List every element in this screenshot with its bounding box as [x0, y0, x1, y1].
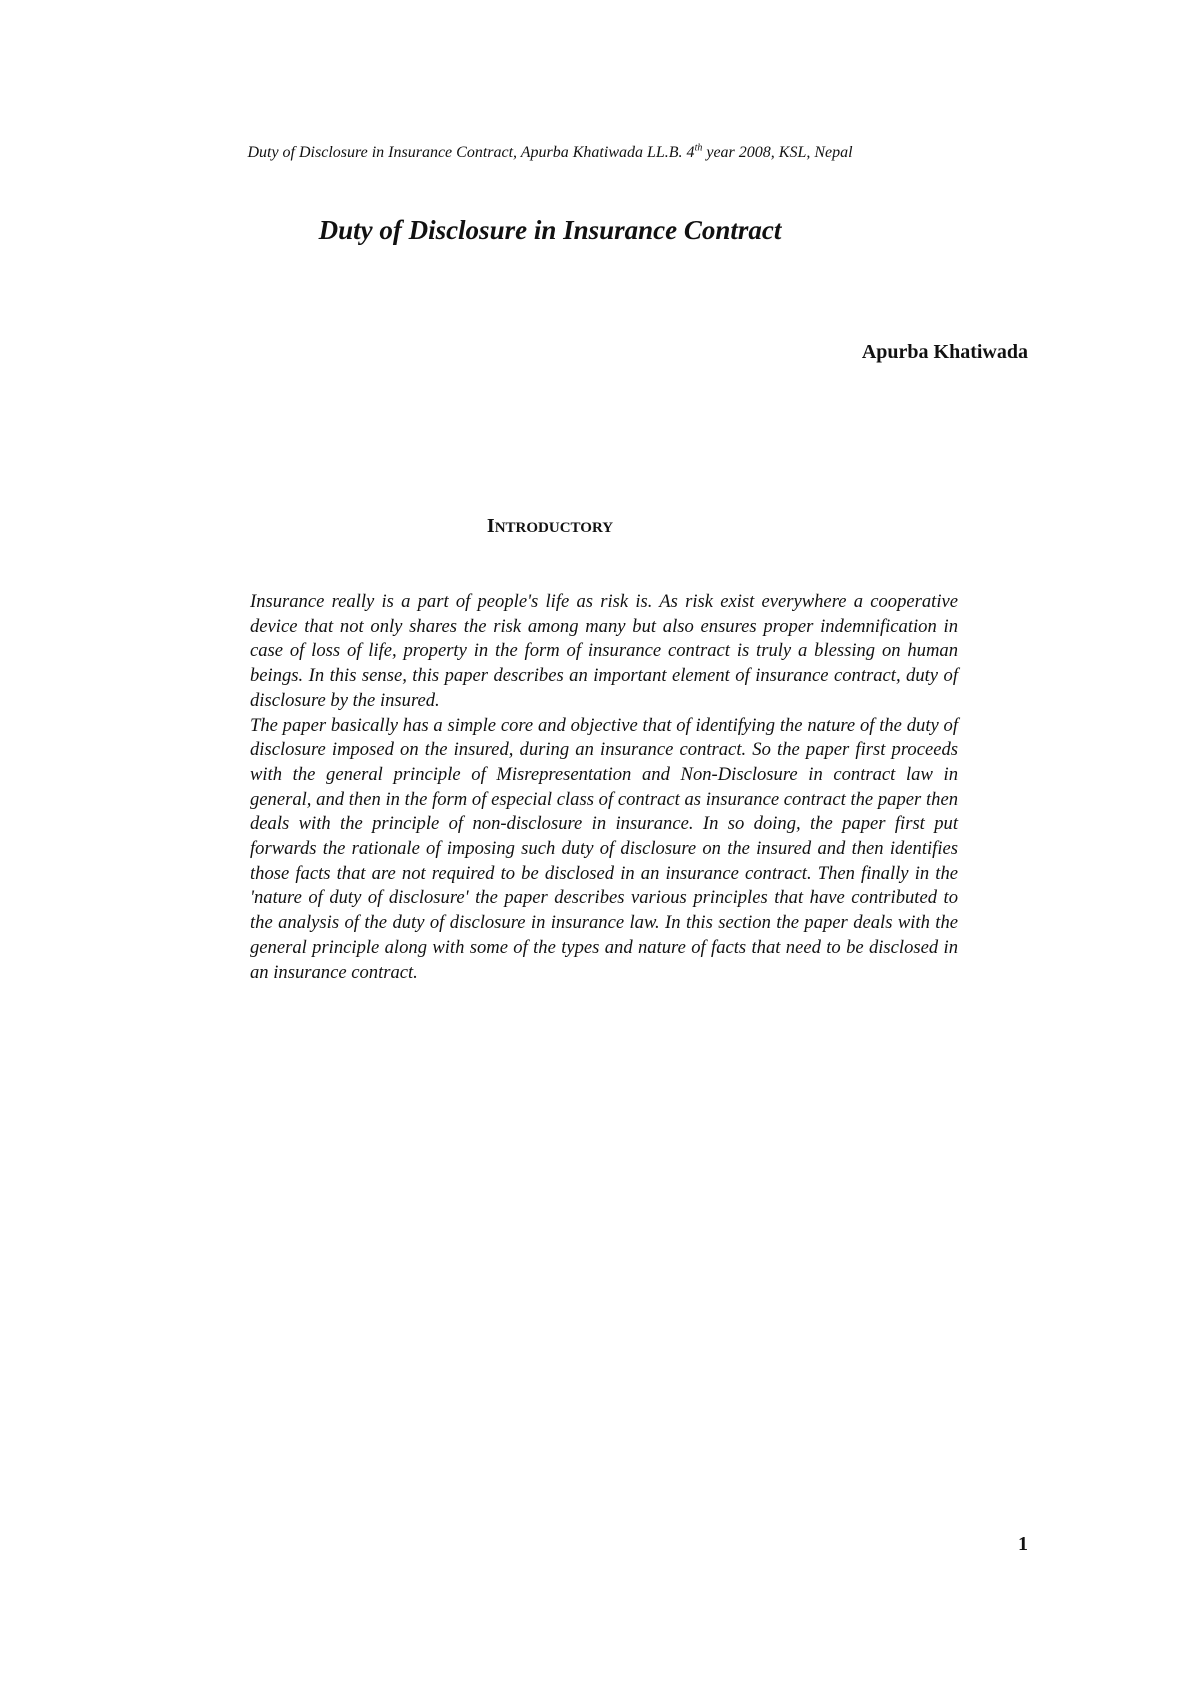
section-heading: [0, 514, 1100, 540]
page-number: 1: [1018, 1533, 1028, 1555]
author-name: Apurba Khatiwada: [861, 341, 1028, 363]
running-header-superscript: th: [694, 142, 703, 154]
abstract-paragraph-1: Insurance really is a part of people's life as risk is. As risk exist everywhere a cooperative device that not only shares the risk among many but also ensures proper indemnification in case of loss of life, property in the form of insurance contract is truly a blessing on human beings. In this sense, this paper describes an important element of insurance contract, duty of disclosure by the insured.: [250, 591, 958, 711]
running-header-text-end: year 2008, KSL, Nepal: [702, 144, 853, 161]
section-heading-rest: NTRODUCTORY: [494, 520, 614, 536]
abstract: [250, 590, 958, 985]
running-header: [0, 143, 1100, 163]
paper-title: Duty of Disclosure in Insurance Contract: [318, 215, 782, 245]
abstract-paragraph-2: The paper basically has a simple core and objective that of identifying the nature of the duty of disclosure imposed on the insured, during an insurance contract. So the paper first proceeds with the general principle of Misrepresentation and Non-Disclosure in contract law in general, and then in the form of especial class of contract as insurance contract the paper then deals with the principle of non-disclosure in insurance. In so doing, the paper first put forwards the rationale of imposing such duty of disclosure on the insured and then identifies those facts that are not required to be disclosed in an insurance contract. Then finally in the 'nature of duty of disclosure' the paper describes various principles that have contributed to the analysis of the duty of disclosure in insurance law. In this section the paper deals with the general principle along with some of the types and nature of facts that need to be disclosed in an insurance contract.: [250, 714, 958, 983]
running-header-text: Duty of Disclosure in Insurance Contract, Apurba Khatiwada LL.B. 4: [247, 144, 695, 161]
section-heading-initial: I: [486, 515, 495, 537]
